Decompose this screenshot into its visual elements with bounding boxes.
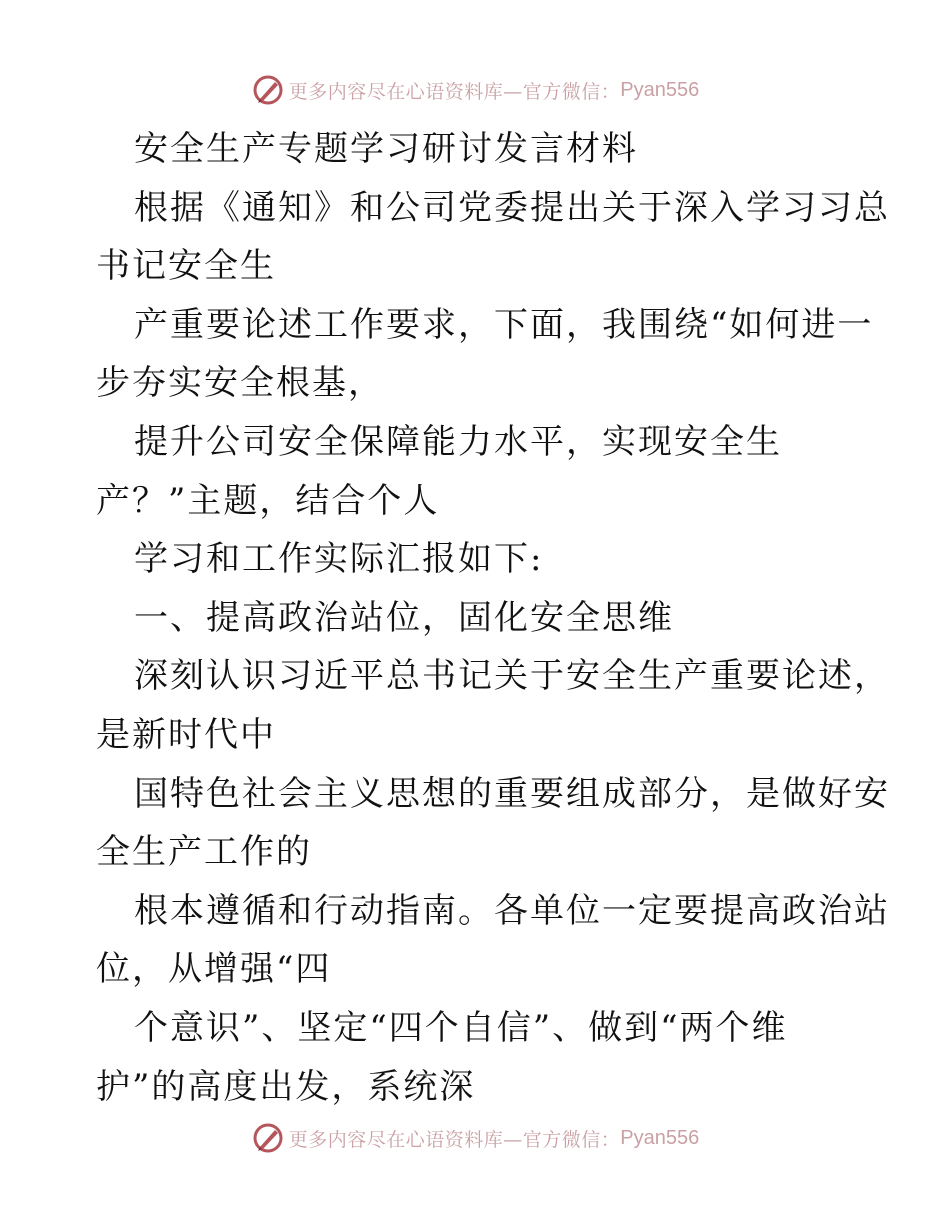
text-line: 一、提高政治站位，固化安全思维 — [134, 597, 674, 638]
text-line: 护”的高度出发，系统深 — [96, 1066, 476, 1107]
pen-logo-icon — [251, 73, 285, 107]
text-line: 根本遵循和行动指南。各单位一定要提高政治站 — [134, 890, 890, 931]
text-line: 安全生产专题学习研讨发言材料 — [134, 129, 638, 169]
text-line: 全生产工作的 — [96, 832, 312, 873]
watermark-text: 更多内容尽在心语资料库—官方微信： — [288, 1128, 621, 1151]
text-line: 国特色社会主义思想的重要组成部分，是做好安 — [134, 773, 890, 814]
footer-watermark — [0, 1118, 950, 1158]
document-body — [96, 120, 890, 1116]
watermark-text: 更多内容尽在心语资料库—官方微信： — [288, 80, 621, 103]
text-line: 是新时代中 — [96, 714, 276, 755]
text-line: 产？”主题，结合个人 — [96, 480, 440, 521]
text-line: 深刻认识习近平总书记关于安全生产重要论述， — [134, 656, 890, 697]
text-line: 步夯实安全根基， — [96, 363, 384, 404]
text-line: 书记安全生 — [96, 246, 276, 287]
pen-logo-icon — [251, 1121, 285, 1155]
text-line: 根据《通知》和公司党委提出关于深入学习习总 — [134, 187, 890, 228]
watermark-account: Pyan556 — [620, 78, 700, 101]
text-line: 学习和工作实际汇报如下: — [134, 539, 544, 580]
text-line: 位，从增强“四 — [96, 949, 332, 990]
header-watermark — [0, 70, 950, 110]
text-line: 提升公司安全保障能力水平，实现安全生 — [134, 421, 782, 462]
text-line: 个意识”、坚定“四个自信”、做到“两个维 — [134, 1007, 788, 1048]
watermark-account: Pyan556 — [620, 1126, 700, 1149]
text-line: 产重要论述工作要求，下面，我围绕“如何进一 — [134, 304, 874, 345]
